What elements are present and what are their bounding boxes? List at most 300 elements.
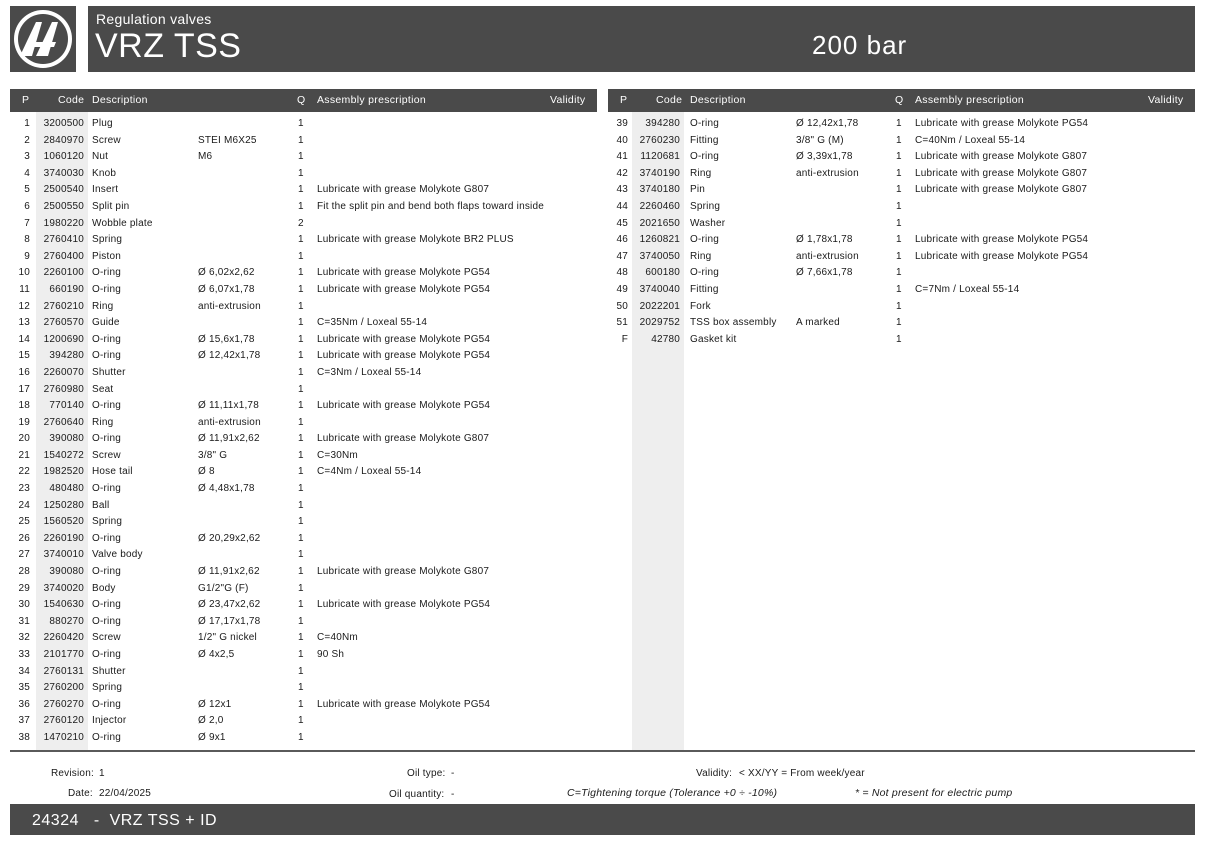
part-position: 46: [616, 234, 628, 246]
part-quantity: 1: [298, 632, 304, 644]
part-code: 3740180: [639, 184, 680, 196]
part-code: 1982520: [43, 466, 84, 478]
table-row: [10, 347, 597, 364]
part-quantity: 1: [298, 333, 304, 345]
table-row: [10, 729, 597, 746]
assembly-prescription: Lubricate with grease Molykote PG54: [915, 118, 1089, 129]
part-quantity: 1: [298, 118, 304, 129]
part-quantity: 1: [896, 118, 902, 129]
table-row: [10, 165, 597, 182]
part-code: 480480: [49, 483, 84, 495]
part-quantity: 1: [298, 366, 304, 378]
part-spec: Ø 11,91x2,62: [198, 566, 260, 578]
document-code: 24324: [32, 812, 79, 829]
part-description: O-ring: [690, 234, 719, 246]
oil-quantity-value: -: [451, 789, 455, 800]
part-quantity: 1: [298, 167, 304, 179]
part-position: 2: [24, 134, 30, 146]
table-row: [10, 480, 597, 497]
company-logo-icon: [10, 6, 76, 72]
part-quantity: 1: [298, 499, 304, 511]
part-spec: Ø 23,47x2,62: [198, 599, 261, 611]
part-description: O-ring: [92, 433, 121, 445]
part-description: O-ring: [92, 483, 121, 495]
part-position: 43: [616, 184, 628, 196]
part-code: 2760131: [43, 665, 84, 677]
part-code: 3740190: [639, 167, 680, 179]
part-spec: Ø 6,02x2,62: [198, 267, 255, 279]
part-description: O-ring: [92, 649, 121, 660]
part-quantity: 1: [298, 400, 304, 412]
part-description: Shutter: [92, 665, 126, 677]
part-code: 3200500: [43, 118, 84, 129]
assembly-prescription: Lubricate with grease Molykote PG54: [915, 234, 1089, 246]
col-code: Code: [656, 94, 683, 106]
part-code: 3740050: [639, 250, 680, 262]
table-row: [10, 298, 597, 315]
part-position: 22: [18, 466, 30, 478]
part-spec: 1/2" G nickel: [198, 632, 257, 644]
document-name: VRZ TSS + ID: [109, 812, 218, 829]
assembly-prescription: C=40Nm: [317, 632, 358, 644]
part-code: 2260100: [43, 267, 84, 279]
part-description: Body: [92, 582, 116, 594]
part-spec: anti-extrusion: [796, 167, 859, 179]
part-spec: Ø 8: [198, 466, 215, 478]
part-code: 2101770: [43, 649, 84, 660]
part-description: Shutter: [92, 366, 126, 378]
part-code: 394280: [49, 350, 84, 362]
part-quantity: 1: [298, 267, 304, 279]
part-quantity: 1: [298, 317, 304, 329]
part-spec: Ø 12,42x1,78: [796, 118, 859, 129]
table-row: [10, 364, 597, 381]
part-code: 2022201: [639, 300, 680, 312]
part-position: 51: [616, 317, 628, 329]
part-position: 49: [616, 283, 628, 295]
part-code: 3740010: [43, 549, 84, 561]
part-description: Fork: [690, 300, 711, 312]
part-position: 4: [24, 167, 30, 179]
part-spec: anti-extrusion: [198, 416, 261, 428]
part-position: 3: [24, 151, 30, 163]
assembly-prescription: Lubricate with grease Molykote PG54: [317, 400, 491, 412]
part-description: Pin: [690, 184, 706, 196]
part-description: Fitting: [690, 283, 719, 295]
table-body: [608, 112, 1195, 347]
part-position: 48: [616, 267, 628, 279]
table-row: [10, 580, 597, 597]
part-code: 2760410: [43, 234, 84, 246]
col-assembly: Assembly prescription: [915, 94, 1025, 106]
part-quantity: 1: [298, 516, 304, 528]
table-header: [10, 89, 597, 112]
part-spec: Ø 1,78x1,78: [796, 234, 853, 246]
part-spec: M6: [198, 151, 213, 163]
part-position: 37: [18, 715, 30, 727]
part-description: Valve body: [92, 549, 143, 561]
part-description: Screw: [92, 632, 121, 644]
part-quantity: 1: [298, 151, 304, 163]
part-code: 394280: [645, 118, 680, 129]
part-position: 38: [18, 731, 30, 743]
part-code: 2021650: [639, 217, 680, 229]
part-quantity: 1: [896, 333, 902, 345]
part-position: 16: [18, 366, 30, 378]
assembly-prescription: Lubricate with grease Molykote G807: [915, 167, 1088, 179]
part-description: Knob: [92, 167, 117, 179]
electric-pump-note: * = Not present for electric pump: [855, 787, 1013, 799]
part-position: 21: [18, 449, 30, 461]
part-code: 2760640: [43, 416, 84, 428]
part-position: 11: [19, 283, 30, 295]
part-position: 45: [616, 217, 628, 229]
part-code: 2260070: [43, 366, 84, 378]
part-quantity: 1: [298, 250, 304, 262]
part-description: Screw: [92, 134, 121, 146]
part-description: Spring: [92, 234, 123, 246]
part-code: 3740020: [43, 582, 84, 594]
part-description: Seat: [92, 383, 114, 395]
part-code: 2029752: [639, 317, 680, 329]
part-description: O-ring: [92, 400, 121, 412]
part-description: Gasket kit: [690, 333, 737, 345]
part-spec: G1/2"G (F): [198, 582, 249, 594]
part-position: 44: [616, 200, 628, 212]
col-description: Description: [92, 94, 148, 106]
part-description: Ball: [92, 499, 110, 511]
pressure-rating: 200 bar: [812, 30, 908, 60]
table-row: [608, 198, 1195, 215]
col-description: Description: [690, 94, 746, 106]
part-quantity: 1: [298, 665, 304, 677]
part-code: 2760270: [43, 698, 84, 710]
part-code: 2760980: [43, 383, 84, 395]
table-row: [10, 215, 597, 232]
company-logo: [10, 6, 76, 72]
torque-note: C=Tightening torque (Tolerance +0 ÷ -10%): [567, 787, 778, 799]
part-quantity: 1: [298, 234, 304, 246]
part-quantity: 1: [298, 466, 304, 478]
assembly-prescription: 90 Sh: [317, 649, 345, 660]
table-row: [10, 546, 597, 563]
part-code: 2760210: [43, 300, 84, 312]
col-p: P: [22, 94, 30, 106]
part-code: 770140: [49, 400, 84, 412]
part-position: 7: [24, 217, 30, 229]
part-position: 33: [18, 649, 30, 660]
table-row: [608, 215, 1195, 232]
part-quantity: 1: [298, 649, 304, 660]
part-description: Guide: [92, 317, 120, 329]
part-description: Piston: [92, 250, 121, 262]
table-row: [608, 314, 1195, 331]
table-row: [608, 148, 1195, 165]
part-spec: Ø 9x1: [198, 731, 226, 743]
part-code: 2500550: [43, 200, 84, 212]
oil-type-label: Oil type:: [407, 768, 446, 779]
table-row: [10, 430, 597, 447]
assembly-prescription: C=7Nm / Loxeal 55-14: [915, 283, 1020, 295]
table-row: [10, 712, 597, 729]
part-position: 27: [18, 549, 30, 561]
part-description: Screw: [92, 449, 121, 461]
col-code: Code: [58, 94, 85, 106]
col-q: Q: [895, 94, 904, 106]
part-spec: Ø 4,48x1,78: [198, 483, 255, 495]
part-description: O-ring: [92, 566, 121, 578]
part-code: 2760230: [639, 134, 680, 146]
part-spec: Ø 7,66x1,78: [796, 267, 853, 279]
part-spec: Ø 6,07x1,78: [198, 283, 255, 295]
assembly-prescription: C=30Nm: [317, 449, 358, 461]
table-row: [10, 563, 597, 580]
part-description: Washer: [690, 217, 726, 229]
date-label: Date:: [68, 788, 93, 799]
part-description: Ring: [92, 416, 114, 428]
part-position: 8: [24, 234, 30, 246]
part-position: 14: [18, 333, 30, 345]
assembly-prescription: C=40Nm / Loxeal 55-14: [915, 134, 1026, 146]
part-quantity: 1: [298, 350, 304, 362]
part-position: 42: [616, 167, 628, 179]
part-description: O-ring: [690, 151, 719, 163]
revision-value: 1: [99, 768, 105, 779]
part-quantity: 1: [298, 416, 304, 428]
table-row: [10, 397, 597, 414]
table-row: [10, 181, 597, 198]
assembly-prescription: Lubricate with grease Molykote BR2 PLUS: [317, 234, 514, 246]
part-quantity: 1: [298, 283, 304, 295]
document-id: [32, 812, 217, 830]
part-code: 1540630: [43, 599, 84, 611]
part-position: 28: [18, 566, 30, 578]
assembly-prescription: Lubricate with grease Molykote G807: [915, 184, 1088, 196]
assembly-prescription: C=3Nm / Loxeal 55-14: [317, 366, 422, 378]
revision-label: Revision:: [51, 768, 94, 779]
part-code: 600180: [645, 267, 680, 279]
table-row: [10, 231, 597, 248]
assembly-prescription: Lubricate with grease Molykote PG54: [317, 698, 491, 710]
part-code: 1200690: [43, 333, 84, 345]
part-quantity: 2: [298, 217, 304, 229]
part-quantity: 1: [896, 151, 902, 163]
table-row: [10, 629, 597, 646]
table-row: [10, 198, 597, 215]
col-q: Q: [297, 94, 306, 106]
part-description: O-ring: [92, 731, 121, 743]
parts-table-right: [608, 89, 1195, 347]
table-row: [608, 231, 1195, 248]
part-quantity: 1: [896, 267, 902, 279]
part-description: Split pin: [92, 200, 130, 212]
part-quantity: 1: [896, 317, 902, 329]
part-description: Plug: [92, 118, 113, 129]
part-quantity: 1: [298, 599, 304, 611]
part-position: 13: [18, 317, 30, 329]
part-code: 1120681: [640, 151, 680, 163]
table-row: [10, 148, 597, 165]
part-description: O-ring: [690, 267, 719, 279]
part-quantity: 1: [298, 184, 304, 196]
table-row: [10, 513, 597, 530]
oil-quantity-label: Oil quantity:: [389, 789, 445, 800]
part-quantity: 1: [298, 566, 304, 578]
table-row: [10, 613, 597, 630]
table-row: [608, 298, 1195, 315]
part-description: O-ring: [690, 118, 719, 129]
assembly-prescription: Lubricate with grease Molykote PG54: [915, 250, 1089, 262]
part-position: 5: [24, 184, 30, 196]
part-description: Insert: [92, 184, 119, 196]
table-row: [10, 264, 597, 281]
part-code: 660190: [49, 283, 84, 295]
table-header: [608, 89, 1195, 112]
part-spec: Ø 12x1: [198, 698, 232, 710]
part-description: Hose tail: [92, 466, 133, 478]
part-description: O-ring: [92, 615, 121, 627]
validity-label: Validity:: [696, 768, 733, 779]
assembly-prescription: C=35Nm / Loxeal 55-14: [317, 317, 428, 329]
part-description: Ring: [690, 250, 712, 262]
part-code: 3740030: [43, 167, 84, 179]
part-code: 2760400: [43, 250, 84, 262]
part-quantity: 1: [298, 483, 304, 495]
parts-table-left: [10, 89, 597, 746]
part-quantity: 1: [298, 549, 304, 561]
assembly-prescription: Fit the split pin and bend both flaps toward inside: [317, 200, 545, 212]
col-validity: Validity: [1148, 94, 1184, 106]
table-row: [608, 181, 1195, 198]
part-code: 2760200: [43, 682, 84, 694]
validity-value: < XX/YY = From week/year: [739, 768, 865, 779]
table-row: [10, 679, 597, 696]
col-p: P: [620, 94, 628, 106]
assembly-prescription: C=4Nm / Loxeal 55-14: [317, 466, 422, 478]
part-quantity: 1: [298, 532, 304, 544]
part-code: 1060120: [43, 151, 84, 163]
part-description: O-ring: [92, 599, 121, 611]
part-spec: anti-extrusion: [198, 300, 261, 312]
part-position: 30: [18, 599, 30, 611]
part-quantity: 1: [298, 715, 304, 727]
table-row: [608, 281, 1195, 298]
part-code: 1470210: [43, 731, 84, 743]
part-code: 1560520: [43, 516, 84, 528]
table-row: [10, 463, 597, 480]
part-description: Nut: [92, 151, 109, 163]
part-quantity: 1: [298, 615, 304, 627]
part-position: 20: [18, 433, 30, 445]
part-position: 12: [18, 300, 30, 312]
part-code: 2760570: [43, 317, 84, 329]
part-position: 41: [616, 151, 628, 163]
part-code: 390080: [49, 566, 84, 578]
part-position: 6: [24, 200, 30, 212]
table-row: [608, 264, 1195, 281]
part-spec: Ø 15,6x1,78: [198, 333, 255, 345]
part-code: 390080: [49, 433, 84, 445]
part-quantity: 1: [298, 449, 304, 461]
part-quantity: 1: [298, 200, 304, 212]
part-description: O-ring: [92, 698, 121, 710]
part-quantity: 1: [896, 234, 902, 246]
part-spec: anti-extrusion: [796, 250, 859, 262]
part-position: 34: [18, 665, 30, 677]
table-row: [10, 281, 597, 298]
part-spec: Ø 20,29x2,62: [198, 532, 261, 544]
part-description: Fitting: [690, 134, 719, 146]
part-spec: Ø 11,11x1,78: [198, 400, 259, 412]
part-quantity: 1: [896, 134, 902, 146]
part-code: 2260420: [43, 632, 84, 644]
part-quantity: 1: [298, 433, 304, 445]
part-code: 2260460: [639, 200, 680, 212]
part-position: 29: [18, 582, 30, 594]
part-position: 25: [18, 516, 30, 528]
col-assembly: Assembly prescription: [317, 94, 427, 106]
part-spec: Ø 17,17x1,78: [198, 615, 261, 627]
assembly-prescription: Lubricate with grease Molykote G807: [317, 184, 490, 196]
part-code: 2500540: [43, 184, 84, 196]
table-row: [10, 530, 597, 547]
part-quantity: 1: [896, 200, 902, 212]
table-row: [10, 132, 597, 149]
part-position: 10: [18, 267, 30, 279]
part-quantity: 1: [298, 582, 304, 594]
part-position: F: [621, 333, 628, 345]
part-spec: STEI M6X25: [198, 134, 257, 146]
part-description: O-ring: [92, 267, 121, 279]
part-description: O-ring: [92, 333, 121, 345]
table-row: [608, 132, 1195, 149]
part-spec: A marked: [796, 317, 840, 329]
table-row: [10, 596, 597, 613]
table-row: [10, 314, 597, 331]
assembly-prescription: Lubricate with grease Molykote PG54: [317, 350, 491, 362]
part-spec: Ø 12,42x1,78: [198, 350, 261, 362]
table-row: [10, 497, 597, 514]
assembly-prescription: Lubricate with grease Molykote G807: [317, 433, 490, 445]
part-description: O-ring: [92, 283, 121, 295]
part-code: 2260190: [43, 532, 84, 544]
part-quantity: 1: [896, 300, 902, 312]
part-code: 880270: [49, 615, 84, 627]
part-position: 32: [18, 632, 30, 644]
part-position: 15: [18, 350, 30, 362]
table-row: [608, 115, 1195, 132]
table-row: [10, 381, 597, 398]
part-code: 42780: [651, 333, 680, 345]
part-code: 1980220: [43, 217, 84, 229]
part-position: 50: [616, 300, 628, 312]
part-description: Wobble plate: [92, 217, 153, 229]
part-description: Ring: [92, 300, 114, 312]
part-position: 39: [616, 118, 628, 129]
part-position: 36: [18, 698, 30, 710]
part-position: 31: [18, 615, 30, 627]
table-row: [608, 248, 1195, 265]
table-body: [10, 112, 597, 746]
table-row: [10, 115, 597, 132]
part-description: O-ring: [92, 532, 121, 544]
assembly-prescription: Lubricate with grease Molykote PG54: [317, 333, 491, 345]
part-code: 2760120: [43, 715, 84, 727]
part-code: 1540272: [43, 449, 84, 461]
table-row: [10, 696, 597, 713]
table-row: [10, 331, 597, 348]
part-quantity: 1: [298, 698, 304, 710]
